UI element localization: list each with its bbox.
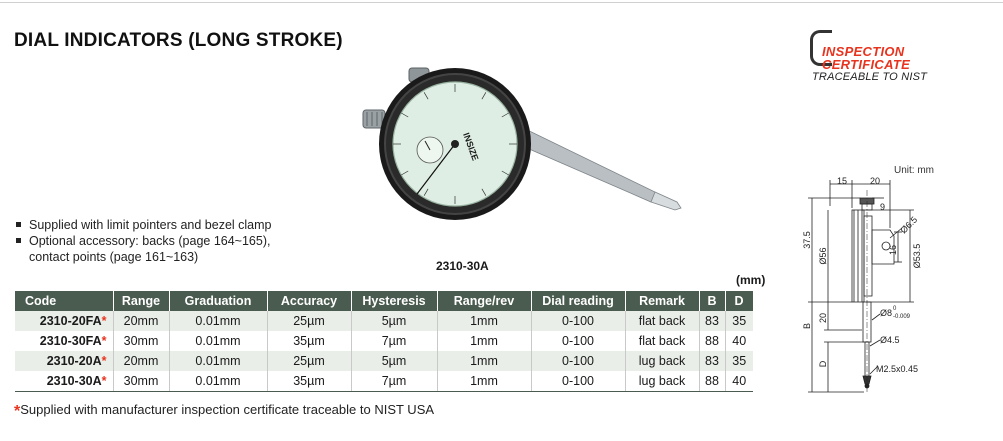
table-row — [15, 331, 753, 351]
dim-d6-5: Ø6.5 — [898, 214, 920, 236]
bullet-icon — [16, 238, 21, 243]
col-header-dial-reading: Dial reading — [531, 291, 625, 311]
cell-dial-reading: 0-100 — [531, 371, 625, 391]
cell-code: 2310-20FA* — [15, 311, 113, 331]
cell-b: 88 — [699, 331, 725, 351]
dim-d4-5: Ø4.5 — [880, 335, 900, 345]
table-row — [15, 371, 753, 391]
dim-20-top: 20 — [869, 176, 881, 186]
dim-d8: Ø8 — [880, 308, 893, 318]
cell-b: 83 — [699, 311, 725, 331]
cell-hysteresis: 5µm — [351, 311, 437, 331]
feature-list — [14, 217, 272, 265]
cell-code: 2310-30FA* — [15, 331, 113, 351]
spindle-graphic — [513, 124, 681, 210]
spec-table — [15, 291, 754, 392]
dim-d56: Ø56 — [818, 247, 828, 265]
cell-accuracy: 25µm — [267, 351, 351, 371]
page-title: DIAL INDICATORS (LONG STROKE) — [14, 30, 343, 51]
cell-graduation: 0.01mm — [169, 371, 267, 391]
col-header-graduation: Graduation — [169, 291, 267, 311]
cell-remark: lug back — [625, 371, 699, 391]
dim-9: 9 — [880, 202, 886, 212]
cell-d: 35 — [725, 311, 753, 331]
col-header-code: Code — [15, 291, 113, 311]
cell-graduation: 0.01mm — [169, 351, 267, 371]
cell-b: 83 — [699, 351, 725, 371]
cell-dial-reading: 0-100 — [531, 351, 625, 371]
cell-code: 2310-20A* — [15, 351, 113, 371]
cell-range-rev: 1mm — [437, 311, 531, 331]
col-header-range: Range — [113, 291, 169, 311]
cell-range-rev: 1mm — [437, 331, 531, 351]
dim-d8-tol-bot: -0.009 — [893, 314, 911, 320]
inspection-certificate-badge — [810, 28, 950, 88]
col-header-hysteresis: Hysteresis — [351, 291, 437, 311]
cell-range-rev: 1mm — [437, 371, 531, 391]
top-rule — [0, 0, 1003, 3]
cell-accuracy: 35µm — [267, 331, 351, 351]
dimension-drawing — [790, 160, 1000, 400]
cell-graduation: 0.01mm — [169, 331, 267, 351]
cell-accuracy: 25µm — [267, 311, 351, 331]
brand-mark: INSIZE — [461, 131, 481, 162]
cell-b: 88 — [699, 371, 725, 391]
drawing-unit-label: Unit: mm — [894, 165, 934, 176]
cell-graduation: 0.01mm — [169, 311, 267, 331]
table-unit-label: (mm) — [736, 273, 766, 287]
badge-line-3: TRACEABLE TO NIST — [812, 71, 928, 83]
col-header-d: D — [725, 291, 753, 311]
dim-16: 16 — [888, 244, 898, 256]
col-header-range-rev: Range/rev — [437, 291, 531, 311]
cell-hysteresis: 5µm — [351, 351, 437, 371]
cell-d: 40 — [725, 371, 753, 391]
cell-range: 30mm — [113, 371, 169, 391]
cell-remark: flat back — [625, 331, 699, 351]
cell-d: 40 — [725, 331, 753, 351]
dial-indicator-photo — [355, 62, 695, 222]
dim-d8-tol-top: 0 — [893, 306, 897, 312]
dim-thread: M2.5x0.45 — [876, 364, 919, 374]
bullet-icon — [16, 222, 21, 227]
dim-b: B — [802, 322, 812, 330]
dim-15: 15 — [836, 176, 848, 186]
dim-37-5: 37.5 — [802, 231, 812, 249]
table-row — [15, 311, 753, 331]
asterisk-icon: * — [101, 373, 107, 388]
badge-line-1: INSPECTION — [822, 44, 905, 59]
cell-range: 20mm — [113, 351, 169, 371]
cell-range: 20mm — [113, 311, 169, 331]
cell-hysteresis: 7µm — [351, 331, 437, 351]
photo-caption: 2310-30A — [436, 259, 489, 273]
cell-accuracy: 35µm — [267, 371, 351, 391]
dim-20-side: 20 — [818, 312, 828, 324]
feature-item-continuation: contact points (page 161~163) — [29, 250, 199, 264]
cell-code: 2310-30A* — [15, 371, 113, 391]
cell-range-rev: 1mm — [437, 351, 531, 371]
cell-d: 35 — [725, 351, 753, 371]
dim-d53-5: Ø53.5 — [912, 243, 922, 269]
cell-dial-reading: 0-100 — [531, 331, 625, 351]
footnote — [14, 402, 434, 421]
feature-item: Optional accessory: backs (page 164~165), — [14, 233, 272, 249]
cell-remark: flat back — [625, 311, 699, 331]
asterisk-icon: * — [101, 334, 107, 348]
table-header-row — [15, 291, 753, 311]
feature-item: Supplied with limit pointers and bezel clamp — [14, 217, 272, 233]
footnote-text: Supplied with manufacturer inspection certificate traceable to NIST USA — [20, 402, 435, 417]
asterisk-icon: * — [101, 354, 107, 368]
col-header-b: B — [699, 291, 725, 311]
cell-range: 30mm — [113, 331, 169, 351]
col-header-accuracy: Accuracy — [267, 291, 351, 311]
asterisk-icon: * — [14, 403, 21, 420]
dim-d: D — [818, 360, 828, 368]
badge-line-2: CERTIFICATE — [822, 57, 911, 72]
cell-hysteresis: 7µm — [351, 371, 437, 391]
cell-remark: lug back — [625, 351, 699, 371]
table-row — [15, 351, 753, 371]
asterisk-icon: * — [101, 314, 107, 328]
cell-dial-reading: 0-100 — [531, 311, 625, 331]
col-header-remark: Remark — [625, 291, 699, 311]
